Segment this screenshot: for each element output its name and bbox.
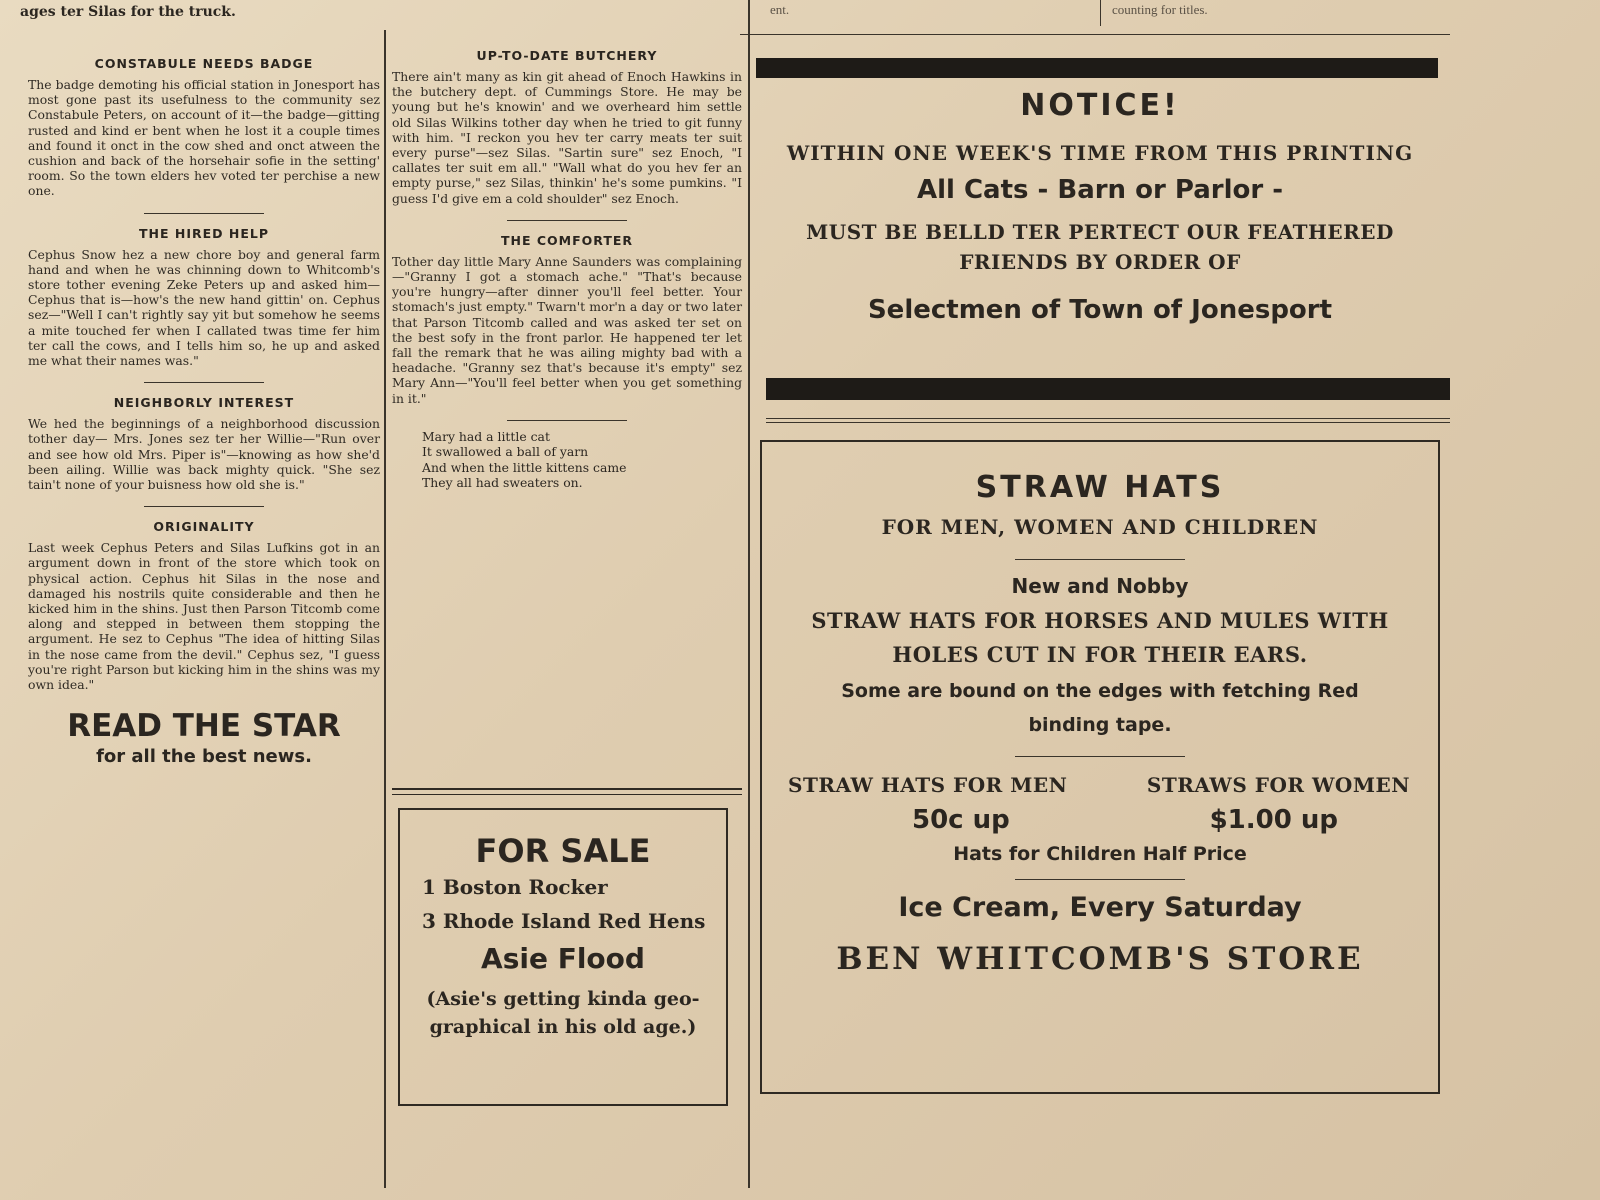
children-price: Hats for Children Half Price	[953, 843, 1247, 865]
poem-line: It swallowed a ball of yarn	[422, 444, 589, 460]
for-sale-note-line: (Asie's getting kinda geo-	[426, 988, 700, 1010]
seller-name: Asie Flood	[481, 942, 645, 975]
article-title: THE HIRED HELP	[138, 225, 269, 241]
article-title: NEIGHBORLY INTEREST	[113, 395, 295, 411]
hats-subhead: FOR MEN, WOMEN AND CHILDREN	[881, 515, 1319, 539]
article-title: UP-TO-DATE BUTCHERY	[476, 48, 658, 63]
column-rule-1	[384, 30, 386, 1188]
article-title: CONSTABULE NEEDS BADGE	[94, 56, 314, 71]
for-sale-note-line: graphical in his old age.)	[429, 1016, 697, 1038]
promo-tagline: for all the best news.	[96, 746, 312, 768]
poem-line: Mary had a little cat	[422, 428, 550, 444]
men-label: STRAW HATS FOR MEN	[788, 773, 1068, 797]
for-sale-item: 3 Rhode Island Red Hens	[422, 909, 706, 933]
divider	[1015, 879, 1185, 880]
notice-signature: Selectmen of Town of Jonesport	[867, 295, 1333, 325]
article-body: We hed the beginnings of a neighborhood discussion tother day— Mrs. Jones sez ter her Willie—"Run over and see how old Mrs. Piper is"—knowing as how she'd been ailing. Willie was back mighty quick. "She sez tain't none of your buisness how old she is."	[28, 416, 380, 493]
notice-line: WITHIN ONE WEEK'S TIME FROM THIS PRINTING	[786, 141, 1414, 165]
notice-line: All Cats - Barn or Parlor -	[916, 175, 1284, 205]
notice-line: FRIENDS BY ORDER OF	[959, 250, 1241, 274]
hats-line: HOLES CUT IN FOR THEIR EARS.	[892, 642, 1308, 667]
read-the-star-promo	[28, 708, 380, 767]
poem-line: And when the little kittens came	[422, 459, 627, 475]
right-column	[750, 0, 1450, 1200]
for-sale-item: 1 Boston Rocker	[422, 875, 608, 899]
hats-line: New and Nobby	[1011, 574, 1189, 598]
straw-hats-ad	[760, 440, 1440, 1094]
notice-top-bar	[756, 58, 1438, 78]
for-sale-ad	[398, 808, 728, 1106]
for-sale-area	[392, 0, 742, 1200]
hats-headline: STRAW HATS	[975, 470, 1225, 505]
article-body: The badge demoting his official station in Jonesport has most gone past its usefulness to the community sez Constabule Peters, on account of it—the badge—gitting rusted and kind er bent when he lost it a couple times and found it onct in the cow shed and onct atween the cushion and back of the horsehair sofie in the setting' room. So the town elders hev voted ter perchise a new one.	[28, 77, 380, 199]
notice-line: MUST BE BELLD TER PERTECT OUR FEATHERED	[806, 220, 1394, 244]
divider	[144, 382, 264, 383]
divider	[144, 506, 264, 507]
top-fragment-mid: ent.	[770, 2, 790, 17]
hats-line: STRAW HATS FOR HORSES AND MULES WITH	[811, 608, 1389, 633]
article-body: There ain't many as kin git ahead of Enoch Hawkins in the butchery dept. of Cummings Store. He may be young but he's knowin' and we overheard him settle old Silas Wilkins tother day when he tried to git funny with him. "I reckon you hev ter carry meats ter suit every purse"—sez Silas. "Sartin sure" sez Enoch, "I callates ter suit em all." "Wall what do you hev fer an empty purse," sez Silas, thinkin' he's some pumkins. "I guess I'd give em a cold shoulder" sez Enoch.	[392, 69, 742, 206]
men-price: 50c up	[912, 805, 1010, 835]
top-fragment-right: counting for titles.	[1112, 2, 1208, 17]
article-body: Tother day little Mary Anne Saunders was complaining—"Granny I got a stomach ache." "That's because you're hungry—after dinner you'll feel better. Your stomach's just empty." Twarn't mor'n a day or two later that Parson Titcomb called and was asked ter set on the best sofy in the front parlor. He happened ter let fall the remark that he was ailing mighty bad with a headache. "Granny sez that's because it's empty" sez Mary Ann—"You'll feel better when you get something in it."	[392, 253, 742, 406]
notice-title: NOTICE!	[1020, 88, 1180, 123]
women-label: STRAWS FOR WOMEN	[1146, 773, 1410, 797]
for-sale-title: FOR SALE	[475, 832, 651, 870]
price-values	[762, 805, 1438, 835]
notice-ad	[750, 88, 1450, 325]
store-name: BEN WHITCOMB'S STORE	[836, 941, 1364, 977]
divider	[144, 213, 264, 214]
poem-line: They all had sweaters on.	[422, 475, 583, 491]
separator-rule	[766, 422, 1450, 423]
separator-rule	[766, 418, 1450, 419]
top-fragment-left: ages ter Silas for the truck.	[20, 4, 236, 20]
divider	[1015, 756, 1185, 757]
price-labels	[762, 773, 1438, 797]
hats-line: Some are bound on the edges with fetching Red	[841, 680, 1359, 702]
top-rule	[740, 34, 1450, 35]
article-title: THE COMFORTER	[500, 232, 634, 248]
ice-cream-line: Ice Cream, Every Saturday	[898, 892, 1302, 923]
hats-line: binding tape.	[1028, 714, 1172, 736]
notice-bottom-bar	[766, 378, 1450, 400]
women-price: $1.00 up	[1209, 805, 1338, 835]
article-body: Last week Cephus Peters and Silas Lufkins got in an argument down in front of the store which took on physical action. Cephus hit Silas in the nose and damaged his nostrils quite considerable and then he kicked him in the shins. Just then Parson Titcomb come along and stepped in between them stopping the argument. He sez to Cephus "The idea of hitting Silas in the nose came from the devil." Cephus sez, "I guess you're right Parson but kicking him in the shins was my own idea."	[28, 540, 380, 693]
divider	[1015, 559, 1185, 560]
promo-headline: READ THE STAR	[67, 708, 341, 745]
left-column	[28, 44, 380, 1200]
article-body: Cephus Snow hez a new chore boy and general farm hand and when he was chinning down to Whitcomb's store tother evening Zeke Peters up and asked him—Cephus that is—how's the new hand gittin' on. Cephus sez—"Well I can't rightly say yit but somehow he seems a mite touched fer when I callated twas time fer him ter call the cows, and I tells him so, he up and asked me what their names was."	[28, 246, 380, 369]
article-title: ORIGINALITY	[153, 519, 255, 535]
